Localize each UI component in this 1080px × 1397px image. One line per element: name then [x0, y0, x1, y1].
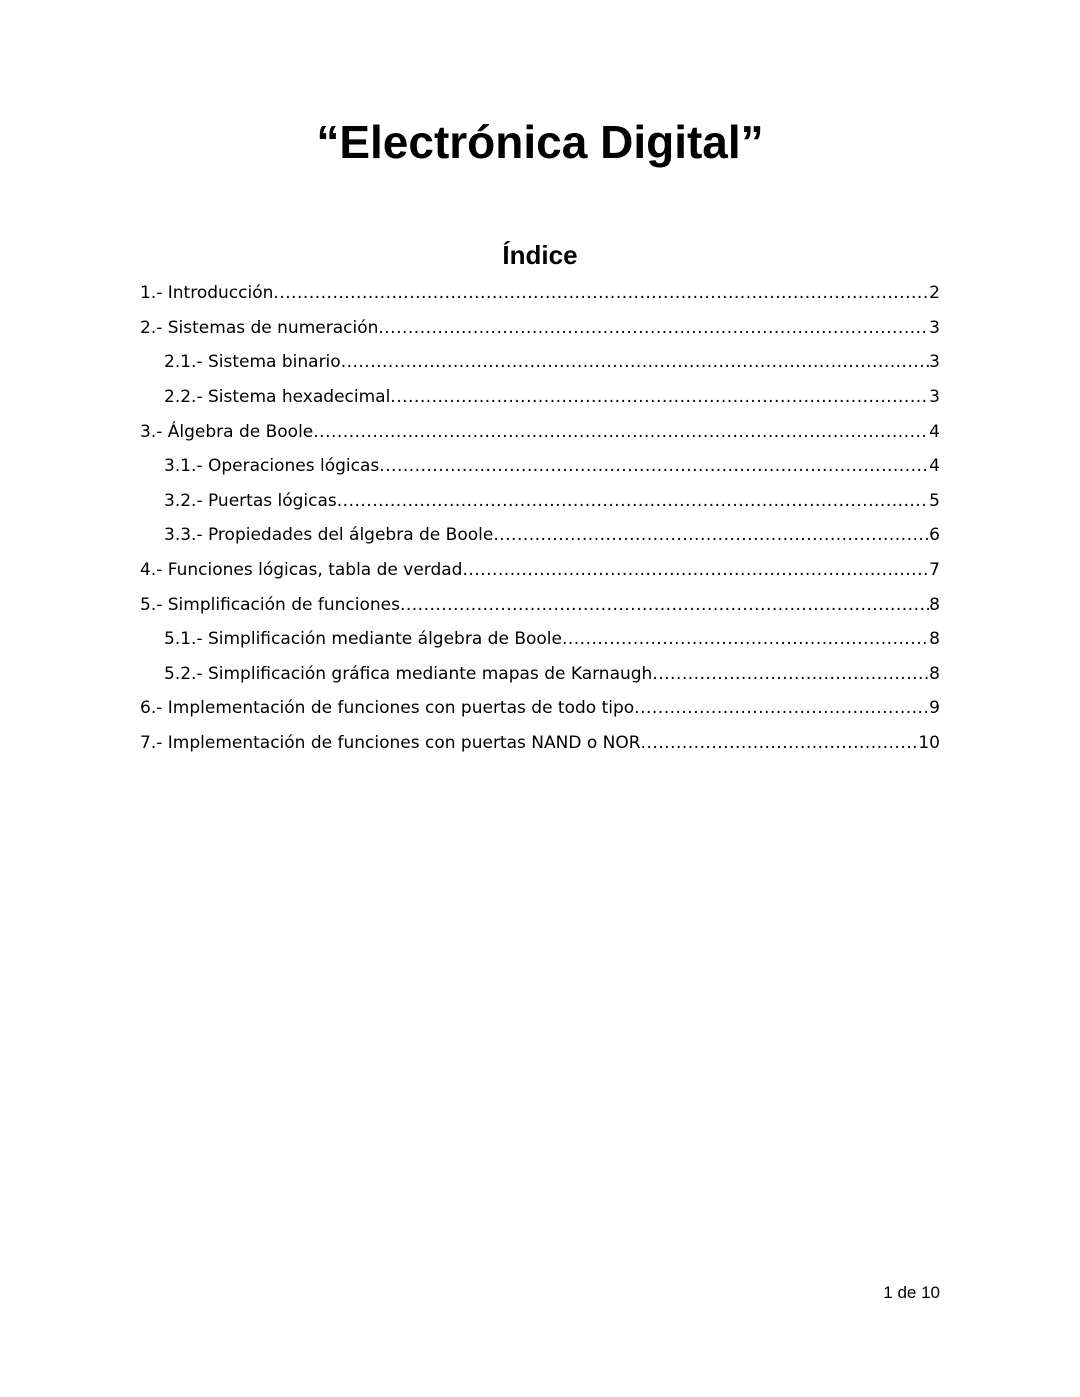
toc-entry-page: 5	[929, 490, 940, 511]
toc-entry-number: 6.-	[140, 698, 163, 719]
toc-entry-title: Simplificación de funciones	[167, 594, 400, 615]
toc-entry-label	[164, 525, 493, 545]
toc-dot-leader	[400, 595, 929, 615]
toc-entry-title: Implementación de funciones con puertas NAND o NOR	[167, 733, 641, 754]
toc-entry-number: 1.-	[140, 283, 163, 304]
toc-entry-title: Introducción	[167, 283, 274, 304]
toc-entry-label	[164, 352, 341, 372]
toc-entry[interactable]	[140, 622, 940, 657]
toc-entry-number: 3.2.-	[164, 490, 203, 511]
toc-dot-leader	[462, 560, 929, 580]
toc-entry-number: 5.2.-	[164, 663, 203, 684]
toc-entry-title: Propiedades del álgebra de Boole	[207, 525, 494, 546]
toc-entry-page: 8	[929, 663, 940, 684]
toc-entry-title: Sistema hexadecimal	[207, 387, 391, 408]
toc-entry-label	[140, 560, 462, 580]
toc-entry[interactable]	[140, 657, 940, 692]
toc-dot-leader	[313, 422, 929, 442]
toc-entry[interactable]	[140, 276, 940, 311]
toc-entry-title: Simplificación mediante álgebra de Boole	[207, 629, 562, 650]
toc-entry-label	[140, 733, 641, 753]
toc-entry-number: 5.-	[140, 594, 163, 615]
toc-entry-label	[140, 698, 634, 718]
toc-dot-leader	[641, 733, 919, 753]
toc-entry[interactable]	[140, 587, 940, 622]
toc-entry-title: Puertas lógicas	[207, 490, 337, 511]
toc-dot-leader	[493, 525, 929, 545]
toc-entry-page: 9	[929, 698, 940, 719]
toc-entry-number: 2.1.-	[164, 352, 203, 373]
toc-entry[interactable]	[140, 311, 940, 346]
toc-entry-title: Álgebra de Boole	[167, 421, 314, 442]
toc-entry-page: 3	[929, 387, 940, 408]
toc-entry-label	[140, 318, 378, 338]
toc-entry[interactable]	[140, 484, 940, 519]
toc-entry-label	[164, 491, 337, 511]
toc-entry-label	[140, 283, 273, 303]
toc-entry-label	[164, 629, 562, 649]
toc-entry-page: 3	[929, 317, 940, 338]
toc-entry-title: Implementación de funciones con puertas de todo tipo	[167, 698, 635, 719]
toc-dot-leader	[652, 664, 929, 684]
toc-entry-number: 3.-	[140, 421, 163, 442]
toc-entry-number: 3.3.-	[164, 525, 203, 546]
toc-entry-label	[164, 387, 390, 407]
toc-heading: Índice	[502, 240, 578, 270]
toc-entry-page: 4	[929, 456, 940, 477]
toc-entry-page: 8	[929, 594, 940, 615]
toc-entry-page: 2	[929, 283, 940, 304]
toc-entry[interactable]	[140, 518, 940, 553]
toc-entry[interactable]	[140, 345, 940, 380]
toc-entry[interactable]	[140, 380, 940, 415]
toc-entry-page: 6	[929, 525, 940, 546]
toc-entry-label	[140, 422, 313, 442]
toc-entry-page: 4	[929, 421, 940, 442]
toc-dot-leader	[273, 283, 929, 303]
toc-entry-title: Sistema binario	[207, 352, 341, 373]
toc-entry-page: 10	[918, 733, 940, 754]
toc-dot-leader	[341, 352, 929, 372]
document-title: “Electrónica Digital”	[316, 116, 764, 168]
toc-entry[interactable]	[140, 726, 940, 761]
toc-entry-title: Sistemas de numeración	[167, 317, 379, 338]
toc-entry[interactable]	[140, 414, 940, 449]
toc-entry-page: 8	[929, 629, 940, 650]
toc-entry-label	[164, 456, 379, 476]
toc-dot-leader	[562, 629, 929, 649]
toc-dot-leader	[379, 456, 929, 476]
toc-entry-page: 7	[929, 560, 940, 581]
toc-dot-leader	[337, 491, 929, 511]
toc-entry-number: 7.-	[140, 733, 163, 754]
toc-entry-number: 2.2.-	[164, 387, 203, 408]
toc-entry-title: Operaciones lógicas	[207, 456, 380, 477]
toc-entry-number: 4.-	[140, 560, 163, 581]
toc-dot-leader	[390, 387, 929, 407]
toc-entry-label	[164, 664, 652, 684]
toc-entry-number: 5.1.-	[164, 629, 203, 650]
toc-entry-page: 3	[929, 352, 940, 373]
toc-entry-number: 2.-	[140, 317, 163, 338]
toc-entry[interactable]	[140, 449, 940, 484]
toc-entry-title: Funciones lógicas, tabla de verdad	[167, 560, 463, 581]
toc-entry[interactable]	[140, 691, 940, 726]
toc-entry[interactable]	[140, 553, 940, 588]
toc-dot-leader	[378, 318, 929, 338]
toc-entry-number: 3.1.-	[164, 456, 203, 477]
table-of-contents	[140, 276, 940, 760]
toc-dot-leader	[634, 698, 929, 718]
toc-entry-title: Simplificación gráfica mediante mapas de Karnaugh	[207, 663, 653, 684]
page-number: 1 de 10	[883, 1283, 940, 1302]
toc-entry-label	[140, 595, 400, 615]
